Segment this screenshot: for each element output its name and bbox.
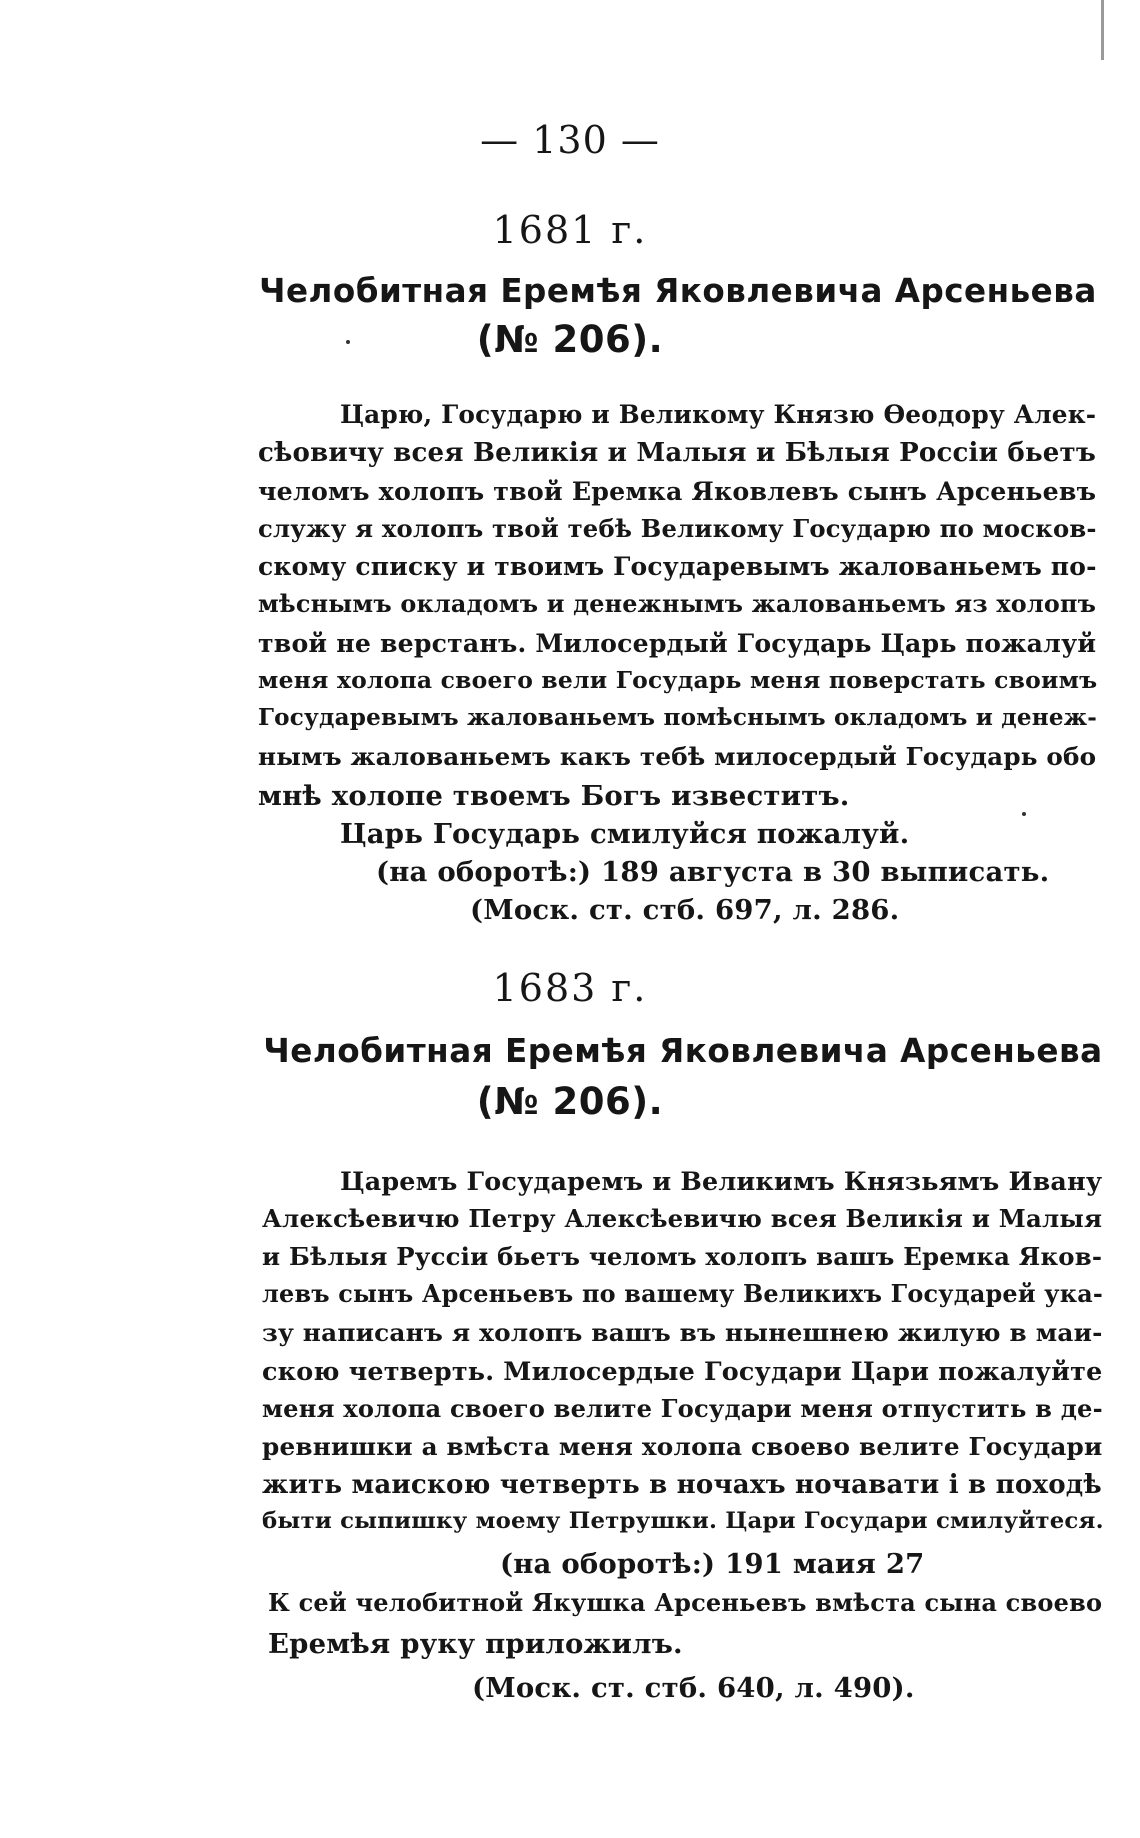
closing-line: Еремѣя руку приложилъ. <box>268 1628 683 1660</box>
paragraph-line: мнѣ холопе твоемъ Богъ известитъ. <box>258 780 850 812</box>
scan-speck <box>1022 812 1026 816</box>
archive-reference: (Моск. ст. стб. 640, л. 490). <box>472 1672 915 1704</box>
endorsement-line: (на оборотѣ:) 191 маия 27 <box>500 1548 925 1580</box>
section-title-number: (№ 206). <box>476 1080 664 1123</box>
section-title-number: (№ 206). <box>476 318 664 361</box>
section-title: Челобитная Еремѣя Яковлевича Арсеньева <box>263 1032 1103 1070</box>
paragraph-line: челомъ холопъ твой Еремка Яковлевъ сынъ Арсеньевъ <box>258 476 1097 506</box>
paragraph-line: Государевымъ жалованьемъ помѣснымъ окладомъ и денеж- <box>258 704 1098 731</box>
paragraph-line: меня холопа своего вели Государь меня поверстать своимъ <box>258 666 1098 694</box>
paragraph-line: служу я холопъ твой тебѣ Великому Государю по москов- <box>258 514 1097 543</box>
section-title: Челобитная Еремѣя Яковлевича Арсеньева <box>259 272 1097 310</box>
paragraph-line: и Бѣлыя Руссіи бьетъ челомъ холопъ вашъ Еремка Яков- <box>262 1242 1103 1271</box>
paragraph-line: жить маискою четверть в ночахъ ночавати і в походѣ <box>262 1470 1102 1500</box>
paragraph-line: мѣснымъ окладомъ и денежнымъ жалованьемъ яз холопъ <box>258 590 1097 618</box>
paragraph-line: нымъ жалованьемъ какъ тебѣ милосердый Государь обо <box>258 742 1097 771</box>
endorsement-line: (на оборотѣ:) 189 августа в 30 выписать. <box>376 856 1050 888</box>
closing-line: Царь Государь смилуйся пожалуй. <box>340 818 910 850</box>
archive-reference: (Моск. ст. стб. 697, л. 286. <box>470 894 900 926</box>
scan-margin-mark <box>1101 0 1104 60</box>
paragraph-line: ревнишки а вмѣста меня холопа своево велите Государи <box>262 1432 1103 1461</box>
paragraph-line: твой не верстанъ. Милосердый Государь Царь пожалуй <box>258 628 1097 658</box>
paragraph-line: Царю, Государю и Великому Князю Ѳеодору Алек- <box>340 400 1097 429</box>
paragraph-line: зу написанъ я холопъ вашъ въ нынешнею жилую в маи- <box>262 1318 1103 1347</box>
paragraph-line: быти сыпишку моему Петрушки. Цари Государи смилуйтеся. <box>262 1508 1104 1534</box>
section-year: 1681 г. <box>492 208 648 252</box>
paragraph-line: Алексѣевичю Петру Алексѣевичю всея Великія и Малыя <box>262 1204 1103 1233</box>
section-year: 1683 г. <box>492 966 648 1010</box>
page-number: — 130 — <box>480 118 660 162</box>
closing-line: К сей челобитной Якушка Арсеньевъ вмѣста сына своево <box>268 1588 1103 1617</box>
paragraph-line: скому списку и твоимъ Государевымъ жалованьемъ по- <box>258 552 1097 581</box>
paragraph-line: Царемъ Государемъ и Великимъ Князьямъ Ивану <box>340 1166 1103 1196</box>
paragraph-line: сѣовичу всея Великія и Малыя и Бѣлыя Россіи бьетъ <box>258 438 1097 468</box>
paragraph-line: левъ сынъ Арсеньевъ по вашему Великихъ Государей ука- <box>262 1280 1103 1308</box>
paragraph-line: скою четверть. Милосердые Государи Цари пожалуйте <box>262 1356 1103 1386</box>
paragraph-line: меня холопа своего велите Государи меня отпустить в де- <box>262 1394 1103 1423</box>
